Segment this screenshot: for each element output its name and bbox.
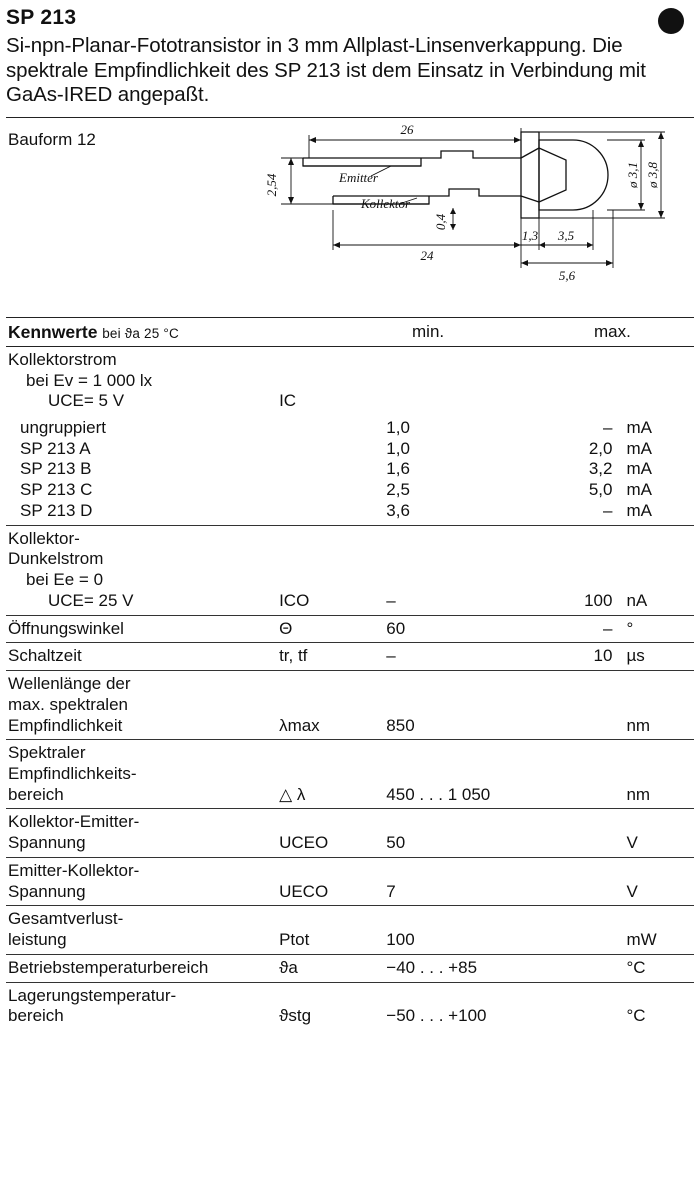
table-row	[6, 954, 694, 982]
row-unit: °C	[626, 1006, 646, 1026]
kennwerte-condition: bei ϑa 25 °C	[102, 325, 179, 341]
table-row	[6, 371, 694, 392]
row-value: 50	[386, 833, 406, 853]
row-sublabel: bei Ev = 1 000 lx	[26, 370, 153, 390]
row-max: –	[603, 500, 613, 520]
table-row	[6, 716, 694, 740]
row-sublabel: bereich	[8, 1006, 64, 1026]
row-label: Kollektor-Emitter-	[6, 809, 279, 833]
table-row	[6, 591, 694, 615]
row-symbol: UCEO	[279, 833, 329, 853]
row-symbol: tr, tf	[279, 643, 386, 671]
part-description: Si-npn-Planar-Fototransistor in 3 mm Allplast-Linsenverkappung. Die spektrale Empfindlichkeit des SP 213 ist dem Einsatz in Verbindung mit GaAs-IRED angepaßt.	[6, 34, 646, 107]
row-sublabel: Spannung	[8, 881, 86, 901]
row-sublabel: UCE= 5 V	[48, 391, 125, 411]
row-min: –	[386, 643, 503, 671]
row-symbol: IC	[279, 391, 297, 411]
row-label: Gesamtverlust-	[6, 906, 279, 930]
row-label: SP 213 D	[20, 500, 93, 520]
row-min: –	[386, 590, 396, 610]
row-symbol	[279, 480, 386, 501]
row-sublabel: bereich	[8, 784, 64, 804]
row-symbol	[279, 439, 386, 460]
dim-35-label: 3,5	[557, 227, 575, 243]
table-row	[6, 906, 694, 930]
kennwerte-title-group	[8, 322, 179, 343]
row-symbol: UECO	[279, 881, 329, 901]
row-value: 100	[386, 930, 415, 950]
row-symbol	[279, 415, 386, 439]
dim-13-label: 1,3	[521, 227, 539, 243]
row-label: Betriebstemperaturbereich	[6, 954, 279, 982]
table-row	[6, 1006, 694, 1027]
row-unit: µs	[626, 643, 694, 671]
row-sublabel: Empfindlichkeits-	[8, 764, 137, 783]
table-row	[6, 501, 694, 525]
row-label: SP 213 C	[20, 480, 93, 500]
row-symbol: ϑa	[279, 954, 386, 982]
row-symbol: Θ	[279, 615, 386, 643]
dia-38-label: ø 3,8	[645, 161, 660, 188]
table-row	[6, 459, 694, 480]
row-symbol: λmax	[279, 715, 320, 735]
row-max: 10	[503, 643, 626, 671]
row-symbol	[279, 501, 386, 525]
kennwerte-title: Kennwerte	[8, 321, 98, 342]
row-label: Emitter-Kollektor-	[6, 857, 279, 881]
row-label: Schaltzeit	[6, 643, 279, 671]
row-value: −40 . . . +85	[386, 954, 626, 982]
row-sublabel: bei Ee = 0	[26, 570, 104, 590]
table-row	[6, 833, 694, 857]
row-unit: V	[626, 881, 638, 901]
row-value: 450 . . . 1 050	[386, 784, 491, 804]
row-min: 1,6	[386, 459, 410, 479]
row-sublabel: leistung	[8, 930, 67, 950]
row-max: 100	[584, 590, 613, 610]
row-unit: mA	[626, 459, 652, 479]
row-label: Kollektorstrom	[8, 349, 117, 369]
row-max: –	[503, 615, 626, 643]
table-row	[6, 415, 694, 439]
black-dot-icon	[658, 8, 684, 34]
row-max: 3,2	[588, 459, 613, 479]
dim-56-label: 5,6	[558, 267, 576, 283]
row-value: 7	[386, 881, 396, 901]
table-row	[6, 857, 694, 881]
table-row	[6, 695, 694, 716]
dim-04-label: 0,4	[433, 213, 448, 230]
row-symbol: ICO	[279, 590, 310, 610]
row-unit: nm	[626, 784, 651, 804]
row-unit: °C	[626, 954, 694, 982]
kollektor-label: Kollektor	[361, 195, 411, 211]
package-drawing-section	[6, 118, 694, 308]
emitter-label: Emitter	[339, 169, 378, 185]
table-row	[6, 930, 694, 954]
table-row	[6, 785, 694, 809]
row-label: Lagerungstemperatur-	[6, 982, 279, 1006]
dim-254-label: 2,54	[264, 173, 279, 197]
table-row	[6, 882, 694, 906]
row-sublabel: max. spektralen	[8, 694, 128, 714]
column-header-max: max.	[594, 321, 631, 341]
row-sublabel: Spannung	[8, 833, 86, 853]
row-unit: mA	[626, 500, 652, 520]
row-label: SP 213 B	[20, 459, 92, 479]
package-outline-drawing	[221, 118, 691, 308]
row-unit: mW	[626, 930, 657, 950]
row-symbol: △ λ	[279, 784, 306, 804]
row-label: Wellenlänge der	[6, 671, 279, 695]
table-row	[6, 525, 694, 549]
row-sublabel: Dunkelstrom	[8, 549, 104, 569]
dim-26-label: 26	[400, 121, 414, 137]
table-row	[6, 391, 694, 415]
table-row	[6, 671, 694, 695]
table-row	[6, 615, 694, 643]
datasheet-page	[0, 6, 700, 1198]
row-symbol	[279, 459, 386, 480]
row-unit: °	[626, 615, 694, 643]
row-max: 2,0	[588, 438, 613, 458]
row-symbol: Ptot	[279, 930, 310, 950]
row-symbol: ϑstg	[279, 1006, 312, 1026]
table-row	[6, 570, 694, 591]
row-min: 1,0	[386, 417, 410, 437]
row-min: 2,5	[386, 480, 410, 500]
row-unit: mA	[626, 417, 652, 437]
row-unit: V	[626, 833, 638, 853]
row-unit: nm	[626, 715, 651, 735]
table-row	[6, 809, 694, 833]
row-value: −50 . . . +100	[386, 1006, 487, 1026]
row-label: Kollektor-	[6, 525, 279, 549]
row-sublabel: UCE= 25 V	[48, 590, 134, 610]
row-label: SP 213 A	[20, 438, 91, 458]
row-unit: nA	[626, 590, 648, 610]
row-label: Spektraler	[6, 740, 279, 764]
row-min: 3,6	[386, 500, 410, 520]
table-row	[6, 549, 694, 570]
column-header-min: min.	[412, 321, 445, 341]
row-max: 5,0	[588, 480, 613, 500]
table-row	[6, 347, 694, 371]
dia-31-label: ø 3,1	[625, 161, 640, 188]
row-unit: mA	[626, 480, 652, 500]
table-row	[6, 643, 694, 671]
row-sublabel: Empfindlichkeit	[8, 715, 123, 735]
specification-table	[6, 347, 694, 1027]
dim-24-label: 24	[420, 247, 434, 263]
page-title: SP 213	[6, 6, 77, 29]
kennwerte-header	[6, 318, 694, 346]
row-value: 850	[386, 715, 415, 735]
row-min: 1,0	[386, 438, 410, 458]
page-header	[6, 6, 686, 108]
table-row	[6, 982, 694, 1006]
table-row	[6, 480, 694, 501]
row-label: ungruppiert	[20, 417, 107, 437]
table-row	[6, 439, 694, 460]
row-unit: mA	[626, 438, 652, 458]
table-row	[6, 740, 694, 764]
row-max: –	[603, 417, 613, 437]
table-row	[6, 764, 694, 785]
row-min: 60	[386, 615, 503, 643]
row-label: Öffnungswinkel	[6, 615, 279, 643]
bauform-label: Bauform 12	[8, 129, 96, 149]
